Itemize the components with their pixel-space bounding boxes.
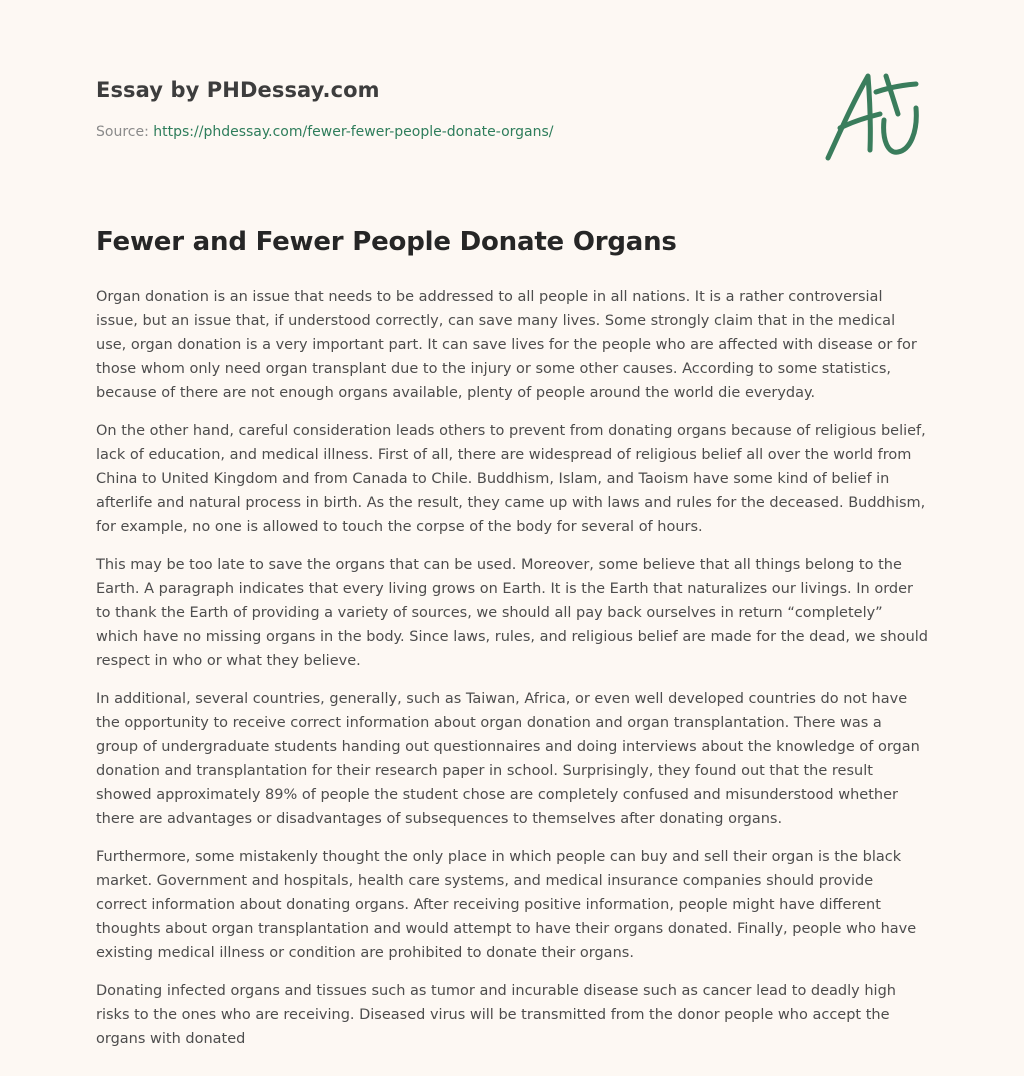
essay-paragraph-1: Organ donation is an issue that needs to be addressed to all people in all nations. It is a rather controversial issue, but an issue that, if understood correctly, can save many lives. Some strongly claim that in the medical use, organ donation is a very important part. It can save lives for the people who are affected with disease or for those whom only need organ transplant due to the injury or some other causes. According to some statistics, because of there are not enough organs available, plenty of people around the world die everyday. bbox=[96, 289, 917, 401]
page-header bbox=[96, 0, 928, 190]
source-link[interactable]: https://phdessay.com/fewer-fewer-people-donate-organs/ bbox=[153, 124, 554, 140]
essay-body bbox=[96, 285, 928, 1065]
essay-paragraph-3: This may be too late to save the organs that can be used. Moreover, some believe that all things belong to the Earth. A paragraph indicates that every living grows on Earth. It is the Earth that naturalizes our livings. In order to thank the Earth of providing a variety of sources, we should all pay back ourselves in return “completely” which have no missing organs in the body. Since laws, rules, and religious belief are made for the dead, we should respect in who or what they believe. bbox=[96, 557, 929, 669]
a-plus-grade-icon bbox=[824, 68, 928, 164]
essay-page bbox=[96, 0, 929, 1047]
essay-paragraph-5: Furthermore, some mistakenly thought the only place in which people can buy and sell their organ is the black market. Government and hospitals, health care systems, and medical insurance companies should provide correct information about donating organs. After receiving positive information, people might have different thoughts about organ transplantation and would attempt to have their organs donated. Finally, people who have existing medical illness or condition are prohibited to donate their organs. bbox=[96, 849, 917, 961]
source-label: Source: bbox=[96, 124, 149, 140]
site-title: Essay by PHDessay.com bbox=[96, 78, 380, 102]
essay-paragraph-6: Donating infected organs and tissues such as tumor and incurable disease such as cancer lead to deadly high risks to the ones who are receiving. Diseased virus will be transmitted from the donor people who accept the organs with donated bbox=[96, 983, 896, 1047]
essay-paragraph-2: On the other hand, careful consideration leads others to prevent from donating organs because of religious belief, lack of education, and medical illness. First of all, there are widespread of religious belief all over the world from China to United Kingdom and from Canada to Chile. Buddhism, Islam, and Taoism have some kind of belief in afterlife and natural process in birth. As the result, they came up with laws and rules for the deceased. Buddhism, for example, no one is allowed to touch the corpse of the body for several of hours. bbox=[96, 423, 926, 535]
essay-title: Fewer and Fewer People Donate Organs bbox=[96, 227, 677, 257]
source-line bbox=[96, 124, 554, 140]
essay-paragraph-4: In additional, several countries, generally, such as Taiwan, Africa, or even well developed countries do not have the opportunity to receive correct information about organ donation and organ transplantation. There was a group of undergraduate students handing out questionnaires and doing interviews about the knowledge of organ donation and transplantation for their research paper in school. Surprisingly, they found out that the result showed approximately 89% of people the student chose are completely confused and misunderstood whether there are advantages or disadvantages of subsequences to themselves after donating organs. bbox=[96, 691, 920, 827]
